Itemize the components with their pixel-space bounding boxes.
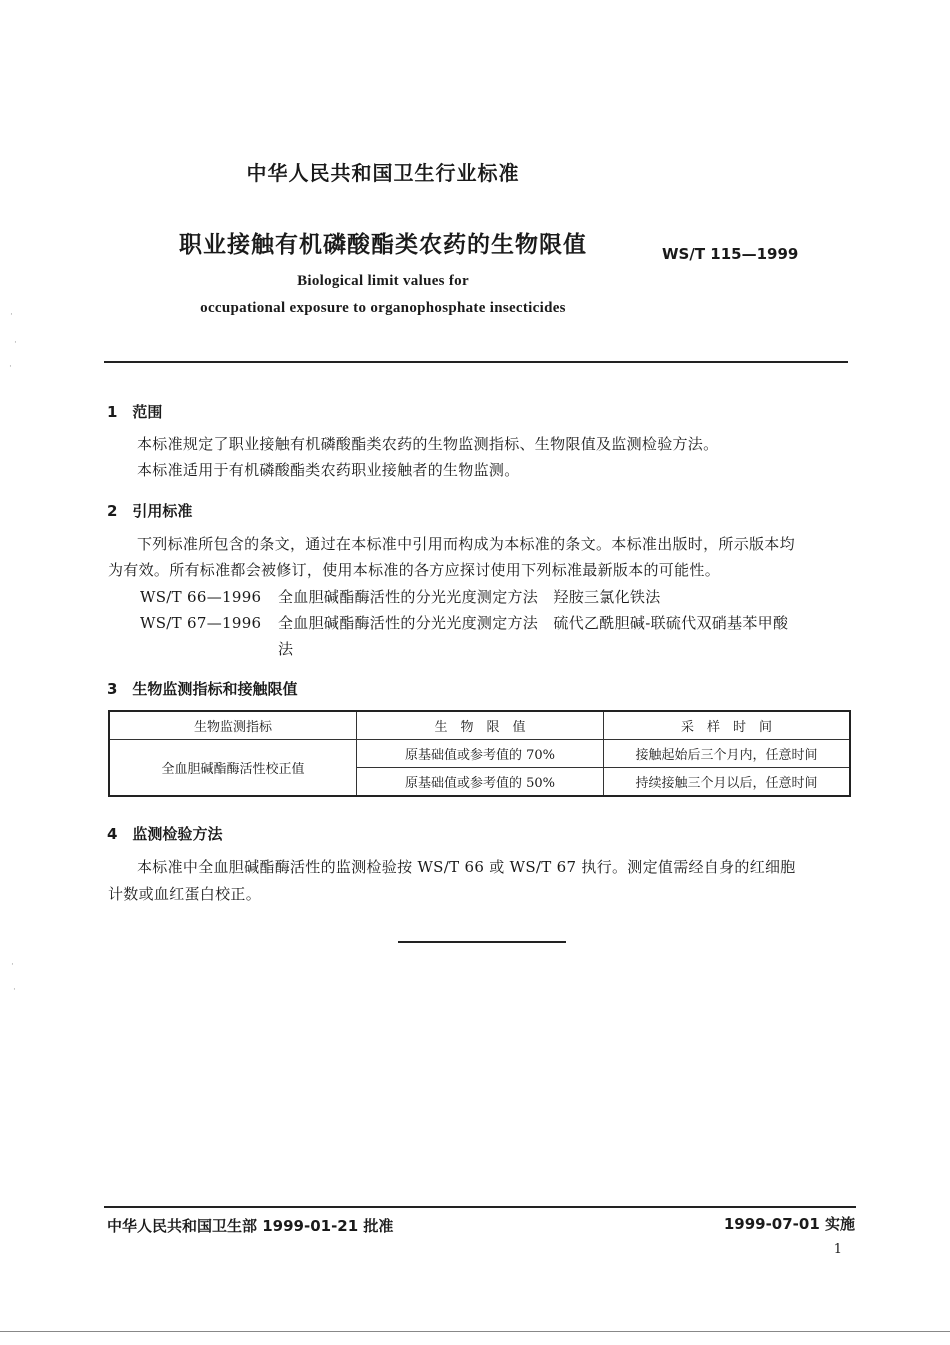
scan-speck: · <box>11 960 14 970</box>
section-4-paragraph-line-1: 本标准中全血胆碱酯酶活性的监测检验按 WS/T 66 或 WS/T 67 执行。测定值需经自身的红细胞 <box>137 858 796 876</box>
section-3-heading: 3 生物监测指标和接触限值 <box>107 680 298 698</box>
approval-info: 中华人民共和国卫生部 1999-01-21 批准 <box>107 1217 394 1235</box>
scan-speck: · <box>10 310 13 320</box>
english-title-line1: Biological limit values for <box>297 273 469 289</box>
section-4-paragraph-line-2: 计数或血红蛋白校正。 <box>108 885 262 903</box>
section-4-heading: 4 监测检验方法 <box>107 825 223 843</box>
section-2-paragraph-line-2: 为有效。所有标准都会被修订，使用本标准的各方应探讨使用下列标准最新版本的可能性。 <box>108 561 721 579</box>
section-1-heading: 1 范围 <box>107 403 163 421</box>
reference-title: 全血胆碱酯酶活性的分光光度测定方法 羟胺三氯化铁法 <box>278 588 661 606</box>
indicator-cell: 全血胆碱酯酶活性校正值 <box>109 740 357 797</box>
end-rule <box>398 941 566 943</box>
document-title: 职业接触有机磷酸酯类农药的生物限值 <box>179 232 587 258</box>
standard-category: 中华人民共和国卫生行业标准 <box>246 161 520 185</box>
section-1-paragraph-2: 本标准适用于有机磷酸酯类农药职业接触者的生物监测。 <box>137 461 520 479</box>
table-header-row <box>109 711 850 740</box>
section-2-heading: 2 引用标准 <box>107 502 193 520</box>
table-row <box>109 740 850 768</box>
english-title-line2: occupational exposure to organophosphate insecticides <box>200 300 566 316</box>
reference-code: WS/T 66—1996 <box>140 588 262 606</box>
table-header-cell: 采 样 时 间 <box>604 711 851 740</box>
table-header-cell: 生物监测指标 <box>109 711 357 740</box>
sampling-time-cell: 持续接触三个月以后，任意时间 <box>604 768 851 797</box>
reference-title: 全血胆碱酯酶活性的分光光度测定方法 硫代乙酰胆碱-联硫代双硝基苯甲酸 <box>278 614 789 632</box>
page-number: 1 <box>833 1242 842 1257</box>
section-1-paragraph-1: 本标准规定了职业接触有机磷酸酯类农药的生物监测指标、生物限值及监测检验方法。 <box>137 435 719 453</box>
scan-speck: · <box>9 362 12 372</box>
section-2-paragraph-line-1: 下列标准所包含的条文，通过在本标准中引用而构成为本标准的条文。本标准出版时，所示版本均 <box>137 535 795 553</box>
biological-limits-table <box>108 710 851 797</box>
limit-cell: 原基础值或参考值的 70% <box>357 740 604 768</box>
header-divider <box>104 361 848 363</box>
reference-title-continuation: 法 <box>278 640 294 658</box>
scan-edge-line <box>0 1331 950 1332</box>
scan-speck: · <box>13 985 16 995</box>
scan-speck: · <box>14 338 17 348</box>
footer-divider <box>104 1206 856 1208</box>
reference-code: WS/T 67—1996 <box>140 614 262 632</box>
table-header-cell: 生 物 限 值 <box>357 711 604 740</box>
sampling-time-cell: 接触起始后三个月内，任意时间 <box>604 740 851 768</box>
limit-cell: 原基础值或参考值的 50% <box>357 768 604 797</box>
standard-code: WS/T 115—1999 <box>662 245 799 263</box>
implementation-info: 1999-07-01 实施 <box>723 1215 855 1233</box>
